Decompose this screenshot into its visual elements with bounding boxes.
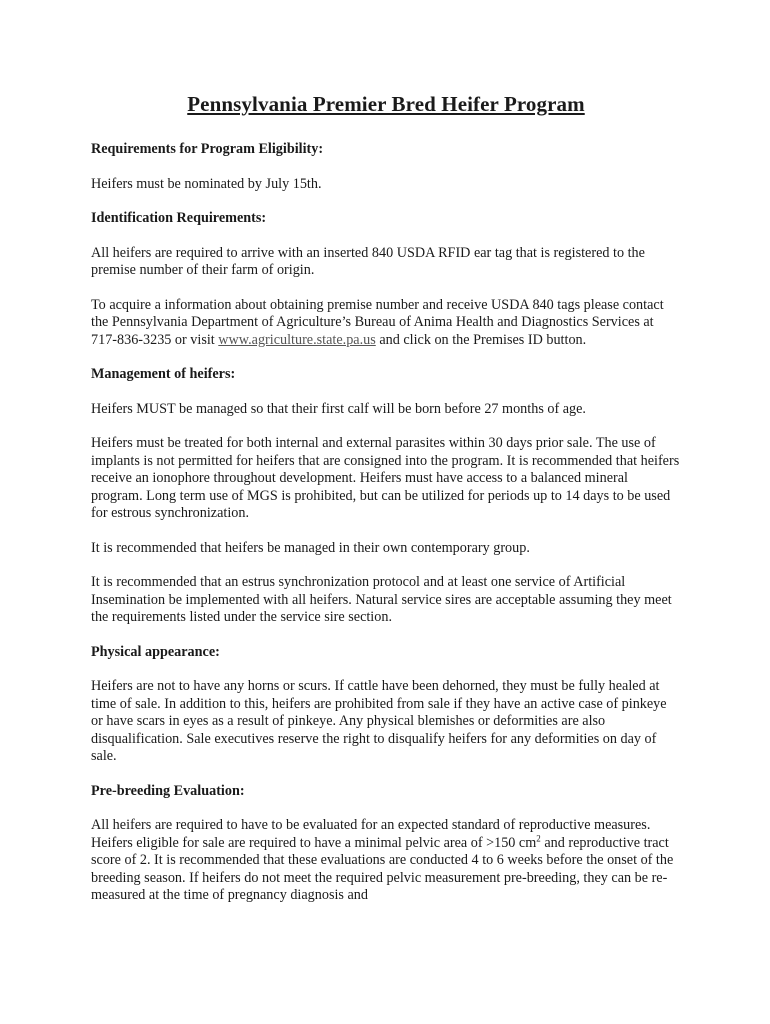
paragraph-management-4: It is recommended that an estrus synchronization protocol and at least one service of Artificial Insemination be implemented with all heifers. Natural service sires are acceptable assuming they meet the requirements listed under the service sire section.	[91, 574, 672, 625]
heading-management: Management of heifers:	[91, 366, 236, 382]
paragraph-identification-2-text-b: and click on the Premises ID button.	[375, 331, 587, 348]
paragraph-management-1: Heifers MUST be managed so that their first calf will be born before 27 months of age.	[91, 400, 586, 417]
paragraph-prebreeding-1-text-b: and reproductive tract score of 2. It is recommended that these evaluations are conducted 4 to 6 weeks before the onset of the breeding season. If heifers do not meet the required pelvic measurement pre-breeding, they can be re-measured at the time of pregnancy diagnosis and	[91, 834, 674, 903]
paragraph-management-3: It is recommended that heifers be managed in their own contemporary group.	[91, 539, 530, 556]
agriculture-website-link[interactable]: www.agriculture.state.pa.us	[218, 331, 376, 348]
paragraph-management-2: Heifers must be treated for both internal and external parasites within 30 days prior sale. The use of implants is not permitted for heifers that are consigned into the program. It is recommended that heifers receive an ionophore throughout development. Heifers must have access to a balanced mineral program. Long term use of MGS is prohibited, but can be utilized for periods up to 14 days to be used for estrous synchronization.	[91, 435, 680, 521]
paragraph-prebreeding-1-text-a: All heifers are required to have to be evaluated for an expected standard of reproductive measures. Heifers eligible for sale are required to have a minimal pelvic area of >150 cm	[91, 817, 651, 851]
superscript-2: 2	[536, 832, 541, 843]
document-page	[91, 92, 681, 922]
heading-eligibility: Requirements for Program Eligibility:	[91, 141, 324, 157]
heading-prebreeding: Pre-breeding Evaluation:	[91, 782, 245, 799]
page-title: Pennsylvania Premier Bred Heifer Program	[187, 92, 585, 116]
paragraph-eligibility-1: Heifers must be nominated by July 15th.	[91, 175, 322, 192]
heading-identification: Identification Requirements:	[91, 210, 267, 226]
paragraph-identification-1: All heifers are required to arrive with an inserted 840 USDA RFID ear tag that is registered to the premise number of their farm of origin.	[91, 244, 645, 278]
heading-physical: Physical appearance:	[91, 643, 220, 660]
paragraph-identification-2-text-a: To acquire a information about obtaining premise number and receive USDA 840 tags please contact the Pennsylvania Department of Agriculture’s Bureau of Anima Health and Diagnostics Services at 717-836-3235 or visit	[91, 296, 664, 348]
paragraph-identification-2	[91, 297, 681, 350]
paragraph-physical-1: Heifers are not to have any horns or scurs. If cattle have been dehorned, they must be fully healed at time of sale. In addition to this, heifers are prohibited from sale if they have an active case of pinkeye or have scars in eyes as a result of pinkeye. Any physical blemishes or deformities are also disqualification. Sale executives reserve the right to disqualify heifers for any deformities on day of sale.	[91, 678, 667, 764]
paragraph-prebreeding-1	[91, 817, 681, 905]
